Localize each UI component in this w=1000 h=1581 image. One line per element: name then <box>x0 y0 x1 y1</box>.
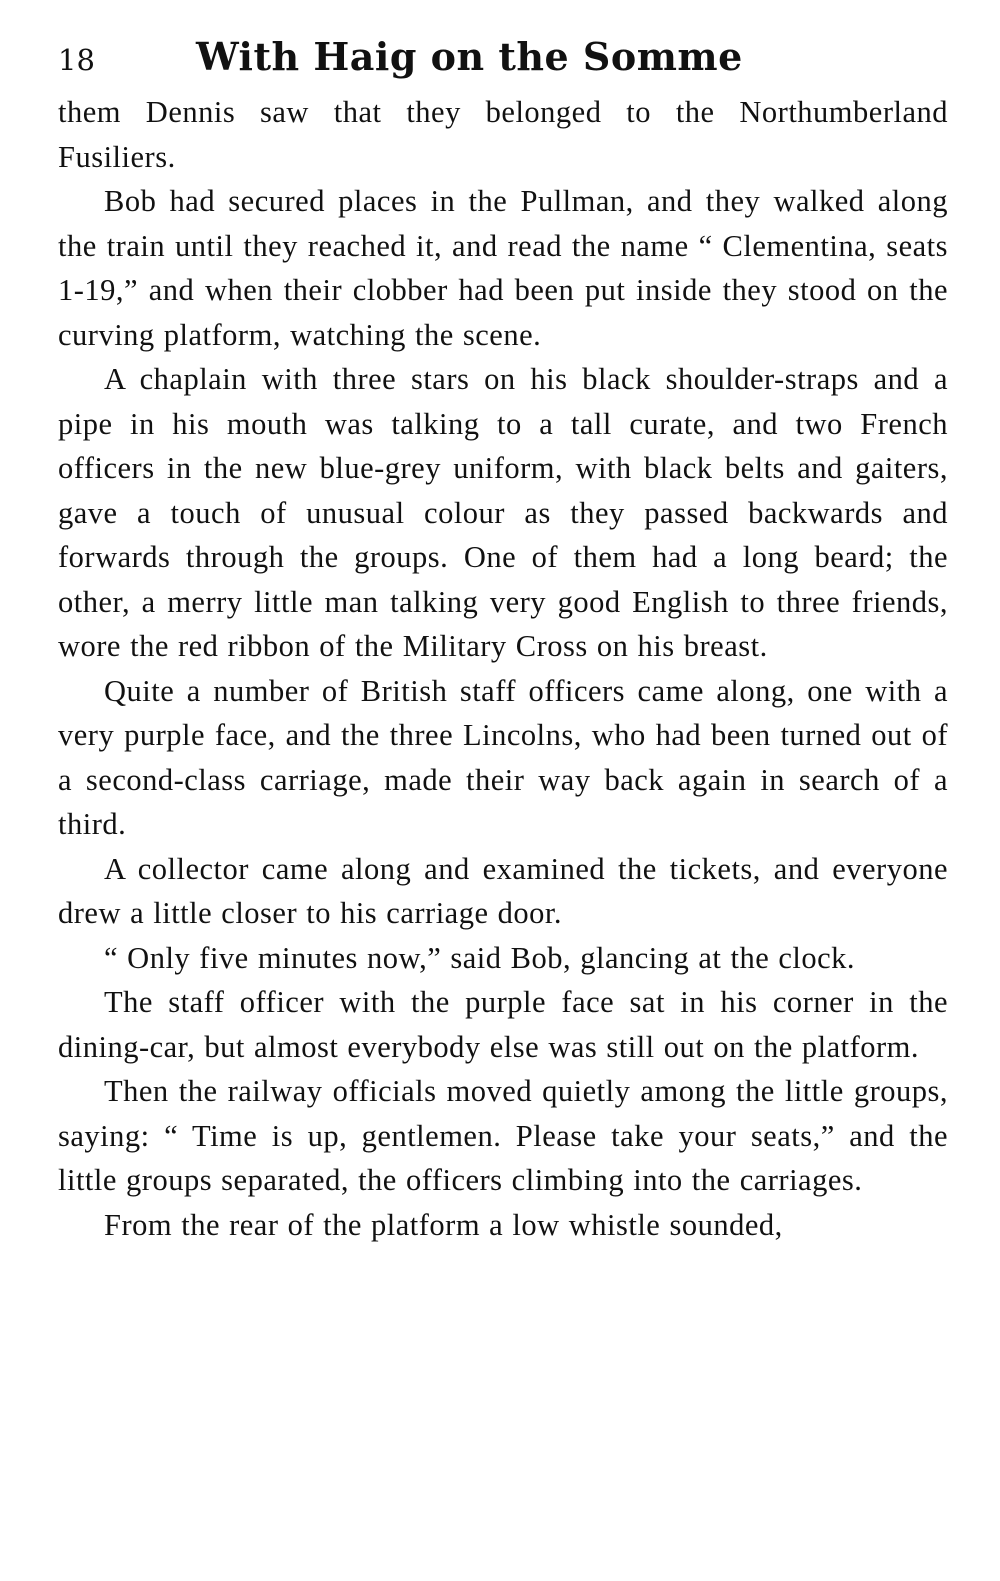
paragraph: Then the railway officials moved quietly among the little groups, saying: “ Time is up, gentlemen. Please take your seats,” and the little groups separated, the officers climbing into the carriages. <box>58 1074 948 1197</box>
paragraph: “ Only five minutes now,” said Bob, glancing at the clock. <box>104 940 856 975</box>
paragraph-continued: them Dennis saw that they belonged to the Northumberland Fusiliers. <box>58 95 948 174</box>
paragraph: A collector came along and examined the tickets, and everyone drew a little closer to his carriage door. <box>58 851 948 930</box>
paragraph: From the rear of the platform a low whistle sounded, <box>104 1207 783 1242</box>
body-text <box>58 90 948 1247</box>
book-page <box>58 34 948 1534</box>
paragraph: Quite a number of British staff officers came along, one with a very purple face, and the three Lincolns, who had been turned out of a second-class carriage, made their way back again in search of a third. <box>58 673 948 841</box>
page-number: 18 <box>58 43 95 77</box>
running-head <box>58 34 948 86</box>
paragraph: Bob had secured places in the Pullman, and they walked along the train until they reached it, and read the name “ Clementina, seats 1-19,” and when their clobber had been put inside they stood on the curving platform, watching the scene. <box>58 184 948 352</box>
paragraph: A chaplain with three stars on his black shoulder-straps and a pipe in his mouth was talking to a tall curate, and two French officers in the new blue-grey uniform, with black belts and gaiters, gave a touch of unusual colour as they passed backwards and forwards through the groups. One of them had a long beard; the other, a merry little man talking very good English to three friends, wore the red ribbon of the Military Cross on his breast. <box>58 362 948 663</box>
paragraph: The staff officer with the purple face sat in his corner in the dining-car, but almost everybody else was still out on the platform. <box>58 985 948 1064</box>
book-title: With Haig on the Somme <box>196 34 743 79</box>
